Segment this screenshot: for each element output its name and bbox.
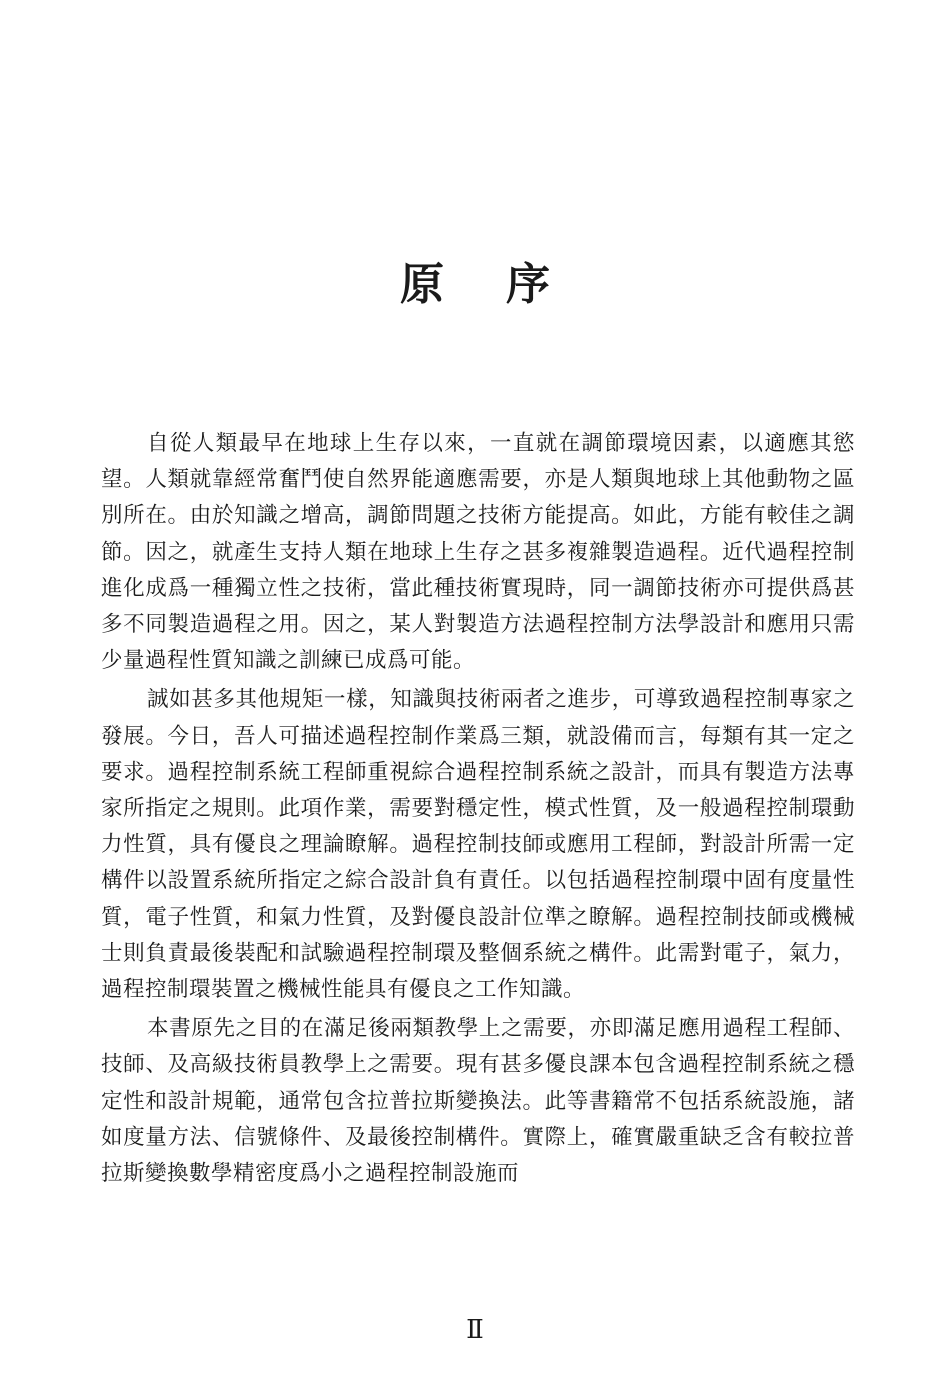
paragraph-2: 誠如甚多其他規矩一樣，知識與技術兩者之進步，可導致過程控制專家之發展。今日，吾人可描述過程控制作業爲三類，就設備而言，每類有其一定之要求。過程控制系統工程師重視綜合過程控制系統之設計，而具有製造方法專家所指定之規則。此項作業，需要對穩定性，模式性質，及一般過程控制環動力性質，具有優良之理論瞭解。過程控制技師或應用工程師，對設計所需一定構件以設置系統所指定之綜合設計負有責任。以包括過程控制環中固有度量性質，電子性質，和氣力性質，及對優良設計位準之瞭解。過程控制技師或機械士則負責最後裝配和試驗過程控制環及整個系統之構件。此需對電子，氣力，過程控制環裝置之機械性能具有優良之工作知識。 [101, 687, 855, 1003]
page-title: 原序 [400, 259, 612, 310]
page-number: Ⅱ [466, 1315, 484, 1345]
paragraph-3: 本書原先之目的在滿足後兩類教學上之需要，亦即滿足應用過程工程師、技師、及高級技術員教學上之需要。現有甚多優良課本包含過程控制系統之穩定性和設計規範，通常包含拉普拉斯變換法。此等書籍常不包括系統設施，諸如度量方法、信號條件、及最後控制構件。實際上，確實嚴重缺乏含有較拉普拉斯變換數學精密度爲小之過程控制設施而 [101, 1016, 855, 1187]
preface-body [101, 426, 855, 1195]
paragraph-1: 自從人類最早在地球上生存以來，一直就在調節環境因素，以適應其慾望。人類就靠經常奮鬥使自然界能適應需要，亦是人類與地球上其他動物之區別所在。由於知識之增高，調節問題之技術方能提高。如此，方能有較佳之調節。因之，就產生支持人類在地球上生存之甚多複雜製造過程。近代過程控制進化成爲一種獨立性之技術，當此種技術實現時，同一調節技術亦可提供爲甚多不同製造過程之用。因之，某人對製造方法過程控制方法學設計和應用只需少量過程性質知識之訓練已成爲可能。 [101, 431, 855, 674]
